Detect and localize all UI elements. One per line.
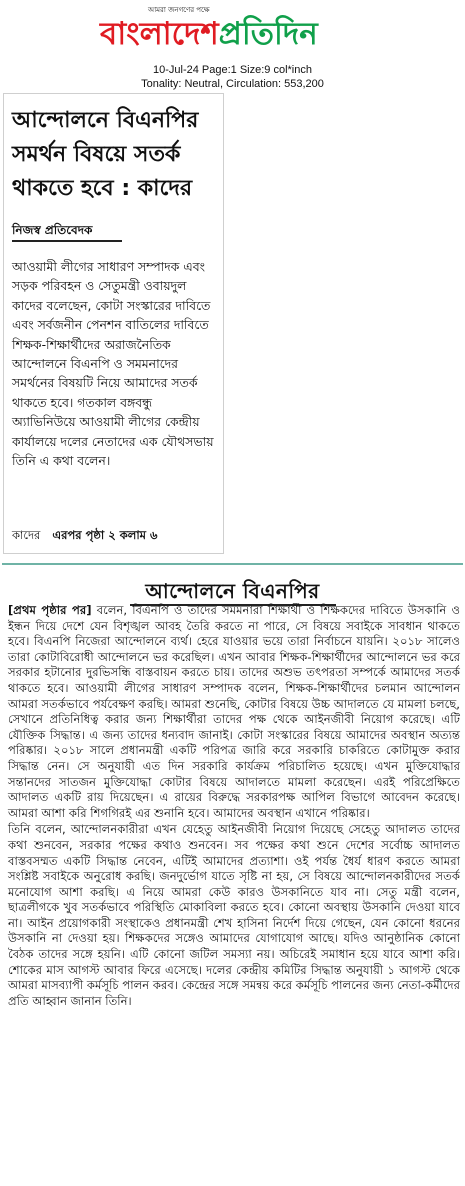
logo-word-pratidin: প্রতিদিন: [218, 16, 318, 52]
masthead: [0, 0, 465, 62]
front-page-article-clip: [3, 93, 224, 554]
article-lead: আওয়ামী লীগের সাধারণ সম্পাদক এবং সড়ক পরিবহন ও সেতুমন্ত্রী ওবায়দুল কাদের বলেছেন, কোটা সংস্কারের দাবিতে এবং সর্বজনীন পেনশন বাতিলের দাবিতে শিক্ষক-শিক্ষার্থীদের অরাজনৈতিক আন্দোলনে বিএনপি ও সমমনাদের সমর্থনের বিষয়টি নিয়ে আমাদের সতর্ক থাকতে হবে। গতকাল বঙ্গবন্ধু অ্যাভিনিউয়ে আওয়ামী লীগের কেন্দ্রীয় কার্যালয়ে দলের নেতাদের এক যৌথসভায় তিনি এ কথা বলেন।: [12, 259, 214, 469]
continuation-prefix: [প্রথম পৃষ্ঠার পর]: [8, 603, 92, 617]
continuation-paragraph: [8, 603, 460, 821]
byline-underline: [12, 240, 122, 242]
logo-word-bangladesh: বাংলাদেশ: [100, 16, 219, 52]
continuation-paragraph-1-text: বলেন, বিএনপি ও তাদের সমমনারা শিক্ষার্থী ও শিক্ষকদের দাবিতে উসকানি ও ইন্ধন দিয়ে দেশে যেন বিশৃঙ্খল আবহ তৈরি করতে না পারে, সে বিষয়ে সবাইকে সাবধান থাকতে হবে। বিএনপি নিজেরা আন্দোলনে ব্যর্থ। হেরে যাওয়ার ভয়ে তারা নির্বাচনে যায়নি। ২০১৮ সালেও তারা কোটাবিরোধী আন্দোলনে ভর করেছিল। এখন আবার শিক্ষক-শিক্ষার্থীদের আন্দোলনে ভর করে সরকার হটানোর দুরভিসন্ধি বাস্তবায়ন করতে চায়। তাদের অশুভ তৎপরতা সম্পর্কে আমাদের সতর্ক থাকতে হবে। আওয়ামী লীগের সাধারণ সম্পাদক বলেন, শিক্ষক-শিক্ষার্থীদের চলমান আন্দোলন আমরা সতর্কভাবে পর্যবেক্ষণ করছি। আমরা শুনেছি, কোটার বিষয়ে উচ্চ আদালতে যে মামলা চলছে, সেখানে প্রতিনিধিত্ব করার জন্য শিক্ষার্থীরা তাদের পক্ষ থেকে আইনজীবী নিয়োগ করেছে। এটি যৌক্তিক সিদ্ধান্ত। এ জন্য তাদের ধন্যবাদ জানাই। কোটা সংস্কারের বিষয়ে আমাদের অবস্থান অত্যন্ত পরিষ্কার। ২০১৮ সালে প্রধানমন্ত্রী একটি পরিপত্র জারি করে সরকারি চাকরিতে কোটামুক্ত করার সিদ্ধান্ত নেন। সে অনুযায়ী এত দিন সরকারি কার্যক্রম পরিচালিত হয়েছে। এখন মুক্তিযোদ্ধার সন্তানদের সাতজন মুক্তিযোদ্ধা কোটার বিষয়ে আদালতে মামলা করেছেন। এরই পরিপ্রেক্ষিতে আদালত একটি রায় দিয়েছেন। এ রায়ের বিরুদ্ধে সরকারপক্ষ আপিল বিভাগে আবেদন করেছে। আমরা আশা করি শিগগিরই এর শুনানি হবে। আমাদের অবস্থান এখানে পরিষ্কার।: [8, 603, 460, 820]
continuation-headline: আন্দোলনে বিএনপির: [145, 579, 320, 603]
jump-keyword: কাদের: [12, 528, 41, 542]
article-headline: আন্দোলনে বিএনপির সমর্থন বিষয়ে সতর্ক থাকতে হবে : কাদের: [12, 108, 199, 201]
jump-continuation: এরপর পৃষ্ঠা ২ কলাম ৬: [52, 528, 158, 542]
clip-meta-tonality: Tonality: Neutral, Circulation: 553,200: [141, 78, 324, 90]
continuation-body: [8, 603, 460, 1009]
masthead-tagline: আমরা জনগণের পক্ষে: [148, 6, 210, 14]
article-jump-line: [12, 527, 158, 546]
article-byline: নিজস্ব প্রতিবেদক: [12, 223, 93, 237]
clip-divider: [2, 563, 463, 565]
newspaper-logo: [100, 14, 318, 54]
clip-meta-date-size: 10-Jul-24 Page:1 Size:9 col*inch: [153, 64, 312, 76]
continuation-paragraph: তিনি বলেন, আন্দোলনকারীরা এখন যেহেতু আইনজীবী নিয়োগ দিয়েছে সেহেতু আদালত তাদের কথা শুনবেন, সরকার পক্ষের কথাও শুনবেন। সব পক্ষের কথা শুনে দেশের সর্বোচ্চ আদালত বাস্তবসম্মত একটি সিদ্ধান্ত নেবেন, এটিই আমাদের প্রত্যাশা। ওই পর্যন্ত ধৈর্য ধারণ করতে আমরা সংশ্লিষ্ট সবাইকে অনুরোধ করছি। জনদুর্ভোগ যাতে সৃষ্টি না হয়, সে বিষয়ে আন্দোলনকারীদের সতর্ক মনোযোগ আশা করছি। এ নিয়ে আমরা কেউ কারও উসকানিতে যাব না। সেতু মন্ত্রী বলেন, ছাত্রলীগকে খুব সতর্কভাবে পরিস্থিতি মোকাবিলা করতে হবে। কোনো অবস্থায় উসকানি দেওয়া যাবে না। আইন প্রয়োগকারী সংস্থাকেও প্রধানমন্ত্রী শেখ হাসিনা নির্দেশ দিয়ে গেছেন, যেন কোনো ধরনের উসকানি না দেওয়া হয়। শিক্ষকদের সঙ্গেও আমাদের যোগাযোগ আছে। যদিও আনুষ্ঠানিক কোনো বৈঠক তাদের সঙ্গে হয়নি। এটি কোনো জটিল সমস্যা নয়। অচিরেই সমাধান হয়ে যাবে আশা করি। শোকের মাস আগস্ট আবার ফিরে এসেছে। দলের কেন্দ্রীয় কমিটির সিদ্ধান্ত অনুযায়ী ১ আগস্ট থেকে আমরা মাসব্যাপী কর্মসূচি পালন করব। কেন্দ্রের সঙ্গে সমন্বয় করে কর্মসূচি পালনের জন্য নেতা-কর্মীদের প্রতি আহ্বান জানান তিনি।: [8, 822, 460, 1008]
continuation-article-clip: [2, 569, 463, 1186]
